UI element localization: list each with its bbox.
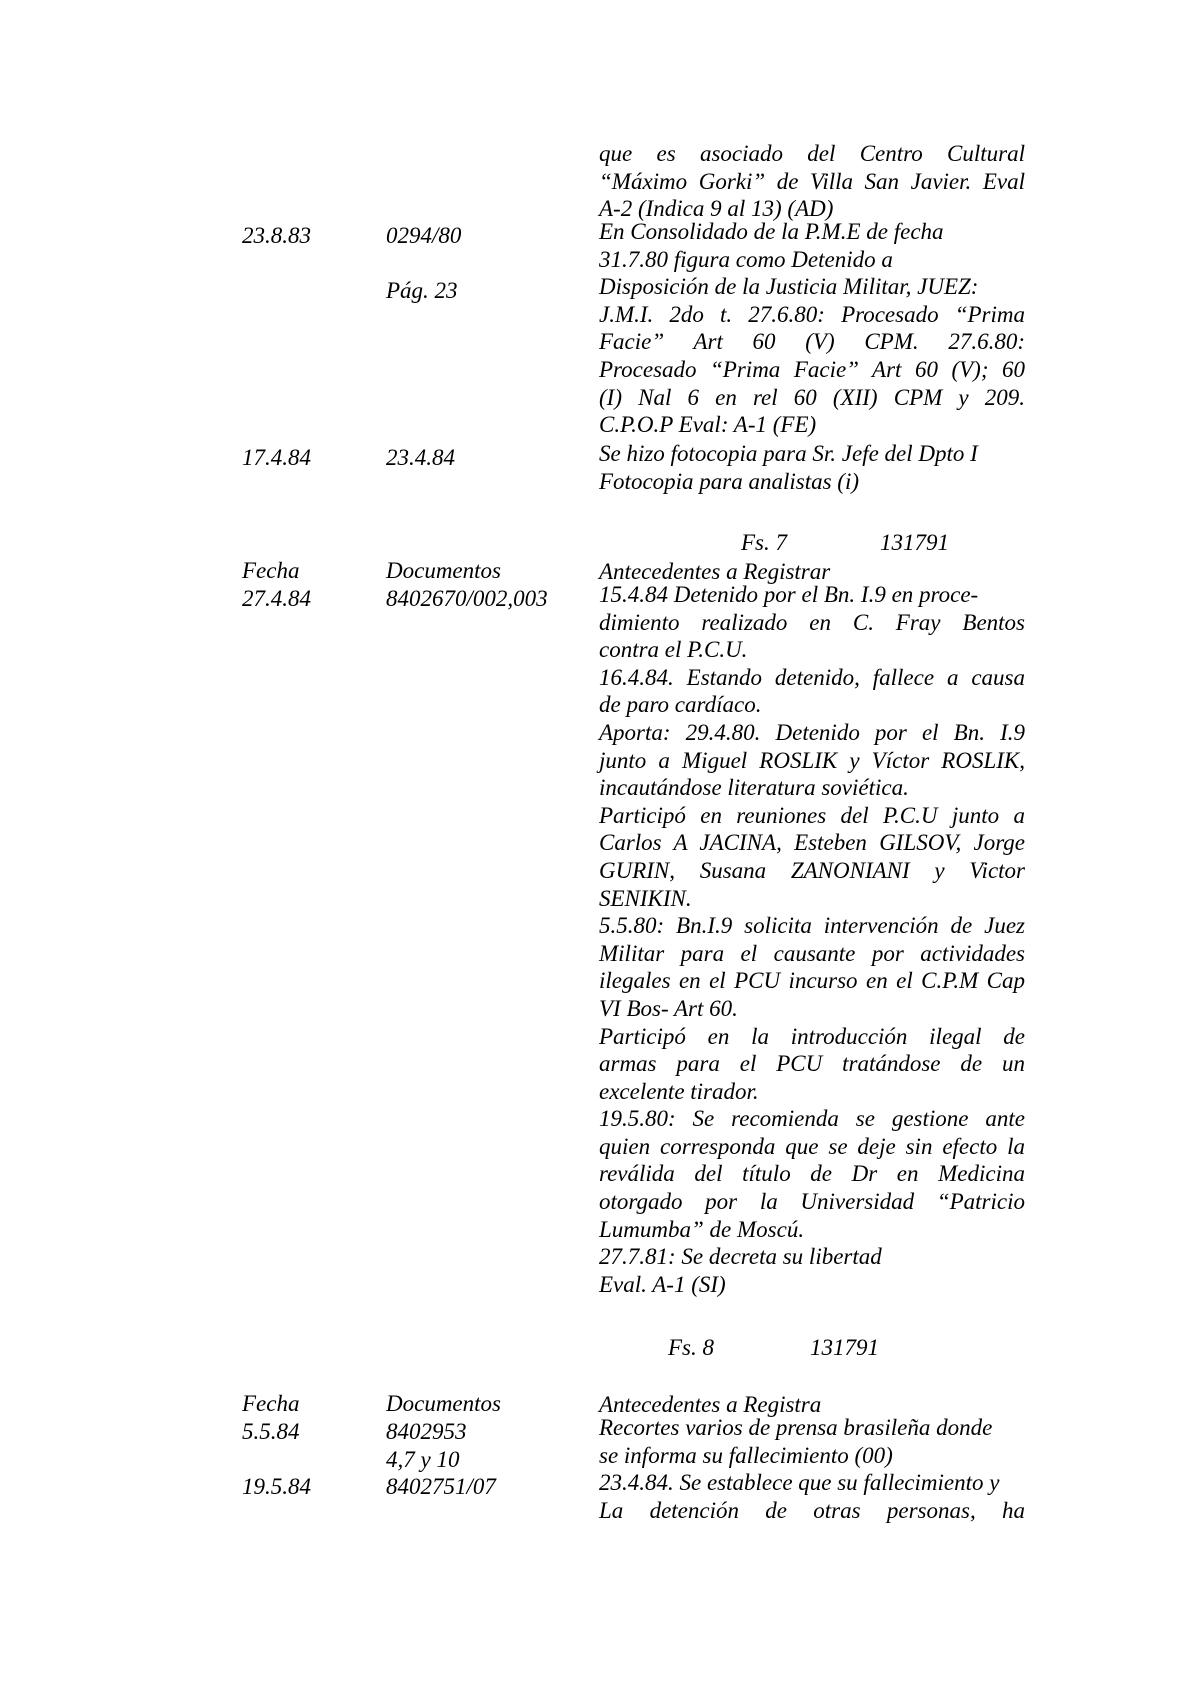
text-line: Disposición de la Justicia Militar, JUEZ: bbox=[599, 274, 979, 300]
entry-date: 27.4.84 bbox=[242, 586, 311, 611]
header-documentos: Documentos bbox=[386, 558, 501, 583]
entry-document: 8402751/07 bbox=[386, 1474, 496, 1499]
entry-text bbox=[599, 440, 1025, 495]
text-line: Procesado “Prima Facie” Art 60 (V); 60 bbox=[599, 356, 1025, 382]
text-line: junto a Miguel ROSLIK y Víctor ROSLIK, bbox=[599, 747, 1025, 773]
entry-date: 19.5.84 bbox=[242, 1474, 311, 1499]
entry-document: 23.4.84 bbox=[386, 445, 455, 470]
text-line: La detención de otras personas, ha bbox=[599, 1497, 1025, 1523]
entry-date: 5.5.84 bbox=[242, 1419, 300, 1444]
entry-document: 8402670/002,003 bbox=[386, 586, 548, 611]
entry-text bbox=[599, 1469, 1025, 1524]
text-line: 31.7.80 figura como Detenido a bbox=[599, 246, 893, 272]
text-line: (I) Nal 6 en rel 60 (XII) CPM y 209. bbox=[599, 384, 1025, 410]
text-line: se informa su fallecimiento (00) bbox=[599, 1442, 893, 1468]
text-line: Carlos A JACINA, Esteben GILSOV, Jorge bbox=[599, 830, 1025, 856]
text-line: incautándose literatura soviética. bbox=[599, 775, 909, 801]
text-line: 5.5.80: Bn.I.9 solicita intervención de Juez bbox=[599, 913, 1025, 939]
text-line: otorgado por la Universidad “Patricio bbox=[599, 1189, 1025, 1215]
text-line: contra el P.C.U. bbox=[599, 637, 748, 663]
text-line: que es asociado del Centro Cultural bbox=[599, 141, 1025, 166]
text-line: SENIKIN. bbox=[599, 885, 692, 911]
entry-text bbox=[599, 1414, 1025, 1469]
text-line: 19.5.80: Se recomienda se gestione ante bbox=[599, 1106, 1025, 1132]
folio-number: 131791 bbox=[880, 530, 949, 555]
text-line: 27.7.81: Se decreta su libertad bbox=[599, 1244, 882, 1270]
header-fecha: Fecha bbox=[242, 558, 300, 583]
header-antecedentes: Antecedentes a Registrar bbox=[599, 559, 831, 584]
text-line: C.P.O.P Eval: A-1 (FE) bbox=[599, 412, 817, 438]
text-line: ilegales en el PCU incurso en el C.P.M Cap bbox=[599, 968, 1025, 994]
text-line: Facie” Art 60 (V) CPM. 27.6.80: bbox=[599, 329, 1025, 355]
text-line: quien corresponda que se deje sin efecto la bbox=[599, 1133, 1025, 1159]
text-line: armas para el PCU tratándose de un bbox=[599, 1051, 1025, 1077]
entry-date: 17.4.84 bbox=[242, 445, 311, 470]
folio-label: Fs. 7 bbox=[741, 530, 787, 555]
entry-page-ref: Pág. 23 bbox=[386, 278, 458, 303]
text-line: de paro cardíaco. bbox=[599, 692, 762, 718]
entry-text bbox=[599, 581, 1025, 1298]
text-line: En Consolidado de la P.M.E de fecha bbox=[599, 219, 944, 244]
text-line: J.M.I. 2do t. 27.6.80: Procesado “Prima bbox=[599, 301, 1025, 327]
entry-document: 0294/80 bbox=[386, 223, 462, 248]
text-line: reválida del título de Dr en Medicina bbox=[599, 1161, 1025, 1187]
text-line: “Máximo Gorki” de Villa San Javier. Eval bbox=[599, 168, 1025, 194]
entry-text bbox=[599, 140, 1025, 223]
text-line: Participó en reuniones del P.C.U junto a bbox=[599, 802, 1025, 828]
text-line: 23.4.84. Se establece que su fallecimiento y bbox=[599, 1470, 1000, 1495]
header-documentos: Documentos bbox=[386, 1391, 501, 1416]
text-line: Se hizo fotocopia para Sr. Jefe del Dpto I bbox=[599, 441, 978, 466]
text-line: 15.4.84 Detenido por el Bn. I.9 en proce- bbox=[599, 582, 979, 607]
text-line: Lumumba” de Moscú. bbox=[599, 1216, 805, 1242]
entry-document: 8402953 bbox=[386, 1419, 467, 1444]
text-line: A-2 (Indica 9 al 13) (AD) bbox=[599, 196, 834, 222]
text-line: 16.4.84. Estando detenido, fallece a causa bbox=[599, 664, 1025, 690]
text-line: Aporta: 29.4.80. Detenido por el Bn. I.9 bbox=[599, 719, 1025, 745]
header-fecha: Fecha bbox=[242, 1391, 300, 1416]
header-antecedentes: Antecedentes a Registra bbox=[599, 1392, 822, 1417]
text-line: VI Bos- Art 60. bbox=[599, 995, 738, 1021]
folio-label: Fs. 8 bbox=[668, 1335, 714, 1360]
folio-number: 131791 bbox=[810, 1335, 879, 1360]
text-line: GURIN, Susana ZANONIANI y Victor bbox=[599, 857, 1025, 883]
entry-date: 23.8.83 bbox=[242, 223, 311, 248]
text-line: Eval. A-1 (SI) bbox=[599, 1271, 726, 1297]
text-line: Recortes varios de prensa brasileña donde bbox=[599, 1415, 993, 1440]
text-line: Fotocopia para analistas (i) bbox=[599, 468, 860, 494]
entry-document-pages: 4,7 y 10 bbox=[386, 1447, 460, 1472]
text-line: dimiento realizado en C. Fray Bentos bbox=[599, 609, 1025, 635]
text-line: Participó en la introducción ilegal de bbox=[599, 1023, 1025, 1049]
entry-text bbox=[599, 218, 1025, 439]
text-line: Militar para el causante por actividades bbox=[599, 940, 1025, 966]
text-line: excelente tirador. bbox=[599, 1078, 759, 1104]
